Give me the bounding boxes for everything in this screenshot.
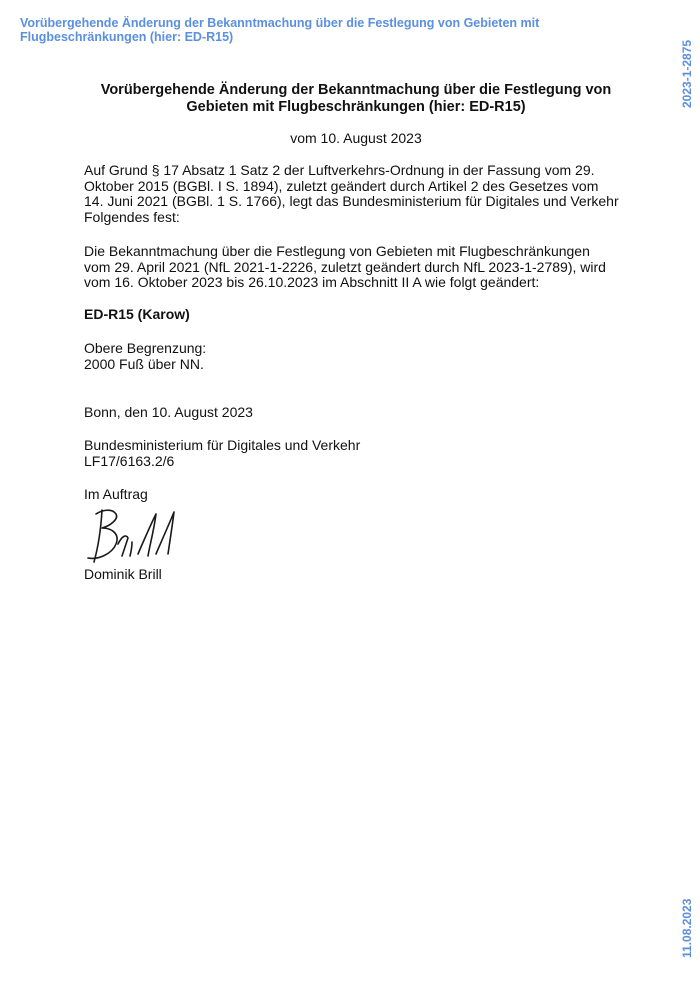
paragraph-line: Auf Grund § 17 Absatz 1 Satz 2 der Luftverkehrs-Ordnung in der Fassung vom 29.: [84, 162, 595, 178]
paragraph-line: vom 29. April 2021 (NfL 2021-1-2226, zuletzt geändert durch NfL 2023-1-2789), wird: [84, 258, 606, 275]
document-title: [96, 82, 616, 116]
reference-number: LF17/6163.2/6: [84, 453, 175, 469]
signer-name: Dominik Brill: [84, 566, 162, 582]
date-stamp: 11.08.2023: [680, 898, 694, 958]
upper-limit-label: Obere Begrenzung:: [84, 340, 207, 356]
paragraph-line: Die Bekanntmachung über die Festlegung von Gebieten mit Flugbeschränkungen: [84, 243, 590, 259]
document-date: vom 10. August 2023: [290, 130, 422, 146]
paragraph-line: vom 16. Oktober 2023 bis 26.10.2023 im Abschnitt II A wie folgt geändert:: [84, 274, 540, 290]
document-title-line: Vorübergehende Änderung der Bekanntmachung über die Festlegung von: [100, 82, 612, 98]
upper-limit: [84, 340, 206, 372]
place-and-date: Bonn, den 10. August 2023: [84, 404, 253, 420]
restricted-area-name: ED-R15 (Karow): [84, 306, 190, 322]
upper-limit-value: 2000 Fuß über NN.: [84, 356, 204, 372]
document-number: 2023-1-2875: [680, 39, 694, 108]
issuing-authority: [84, 437, 360, 469]
on-behalf-note: Im Auftrag: [84, 486, 148, 502]
header-title: Vorübergehende Änderung der Bekanntmachung über die Festlegung von Gebieten mit Flugbeschränkungen (hier: ED-R15): [20, 16, 540, 44]
amendment-paragraph: [84, 244, 624, 291]
paragraph-line: Oktober 2015 (BGBl. I S. 1894), zuletzt geändert durch Artikel 2 des Gesetzes vom: [84, 177, 599, 194]
legal-basis-paragraph: [84, 163, 624, 225]
handwritten-signature: [82, 500, 192, 568]
paragraph-line: Folgendes fest:: [84, 208, 180, 225]
ministry-name: Bundesministerium für Digitales und Verkehr: [84, 437, 361, 453]
paragraph-line: 14. Juni 2021 (BGBl. 1 S. 1766), legt das Bundesministerium für Digitales und Verkehr: [84, 193, 619, 209]
document-title-line: Gebieten mit Flugbeschränkungen (hier: ED-R15): [186, 99, 526, 115]
